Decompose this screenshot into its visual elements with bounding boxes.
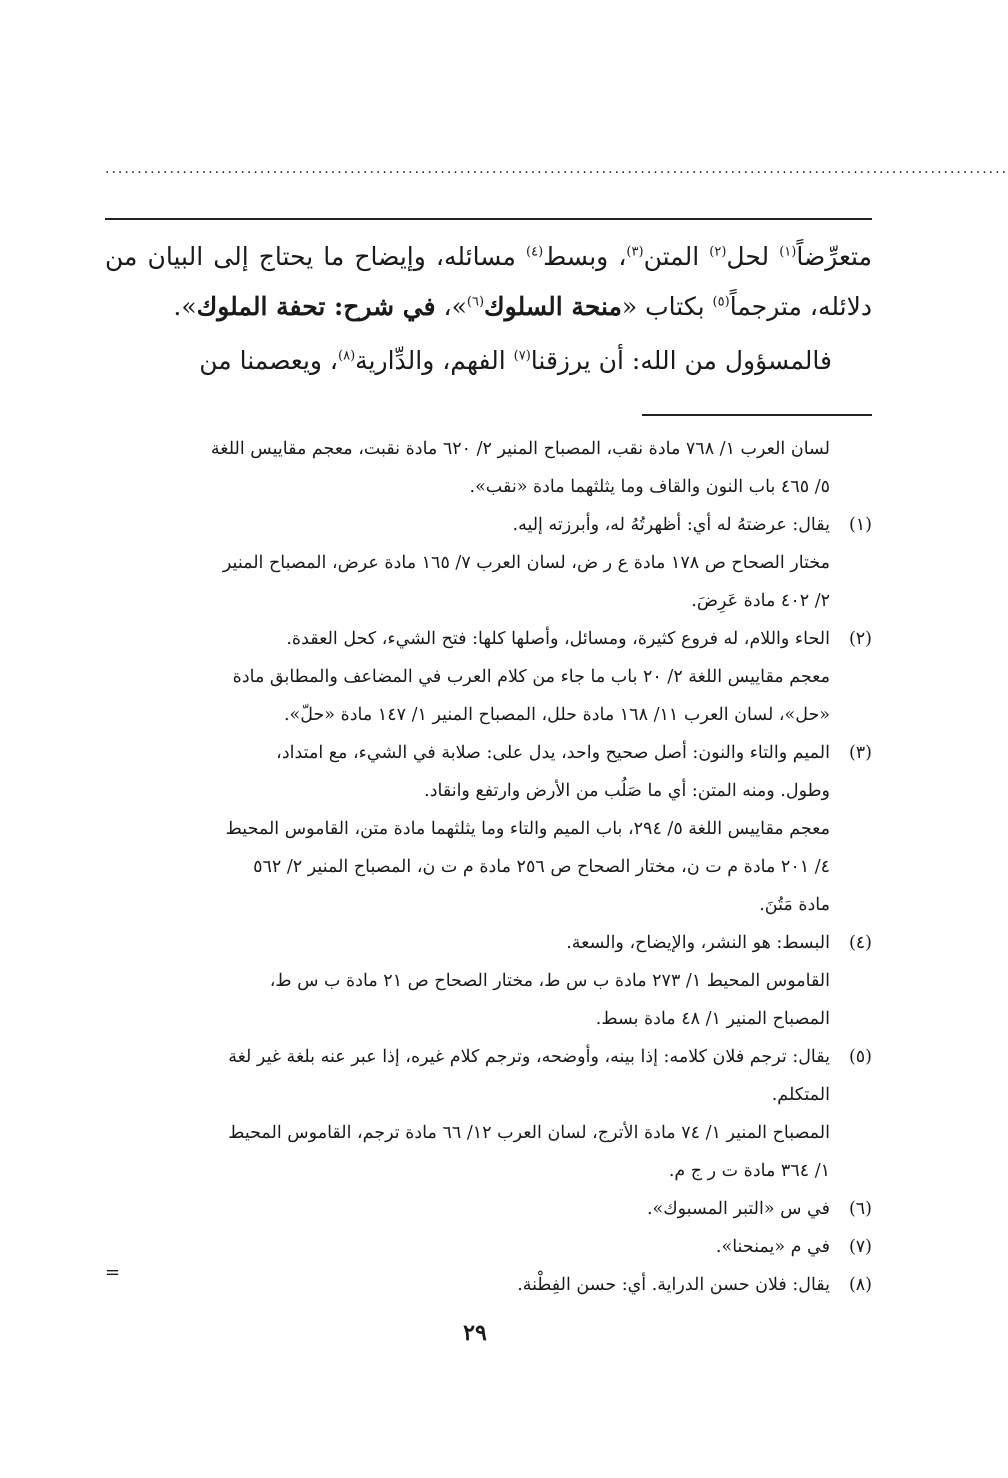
footnote-number: (٦) — [848, 1199, 872, 1219]
footnote-body — [105, 734, 830, 924]
footnote-line: مختار الصحاح ص ١٧٨ مادة ع ر ض، لسان العرب ٧/ ١٦٥ مادة عرض، المصباح المنير — [222, 553, 830, 573]
footnote-body — [105, 1266, 830, 1304]
footnote-4 — [105, 924, 872, 1038]
footnote-line: مادة مَتُنَ. — [759, 895, 830, 915]
main-paragraph-1 — [105, 232, 872, 332]
text-run: ، ويعصمنا من — [199, 346, 339, 375]
footnote-number: (٥) — [848, 1047, 872, 1067]
footnote-body — [105, 1190, 830, 1228]
text-run: بكتاب « — [621, 292, 713, 321]
footnote-ref[interactable]: (٢) — [709, 244, 727, 260]
footnote-ref[interactable]: (٧) — [513, 348, 531, 364]
footnote-2 — [105, 620, 872, 734]
footnote-line: لسان العرب ١/ ٧٦٨ مادة نقب، المصباح المنير ٢/ ٦٢٠ مادة نقبت، معجم مقاييس اللغة — [210, 439, 830, 459]
footnote-body — [105, 620, 830, 734]
footnote-line: ٤/ ٢٠١ مادة م ت ن، مختار الصحاح ص ٢٥٦ مادة م ت ن، المصباح المنير ٢/ ٥٦٢ — [253, 857, 830, 877]
main-paragraph-2 — [105, 336, 872, 386]
page-number: ٢٩ — [463, 1320, 487, 1346]
text-run: لحل — [726, 242, 780, 271]
text-run: متعرِّضاً — [796, 242, 872, 271]
text-run: مسائله، وإيضاح ما يحتاج إلى البيان — [147, 242, 527, 271]
book-title: منحة السلوك — [484, 292, 622, 321]
text-run: المتن — [643, 242, 710, 271]
footnote-line: الميم والتاء والنون: أصل صحيح واحد، يدل على: صلابة في الشيء، مع امتداد، — [276, 743, 830, 763]
footnote-line: وطول. ومنه المتن: أي ما صَلُب من الأرض وارتفع وانقاد. — [424, 781, 830, 801]
text-run: ، وبسط — [543, 242, 627, 271]
footnote-line: المصباح المنير ١/ ٤٨ مادة بسط. — [595, 1009, 830, 1029]
footnote-line: يقال: عرضتهُ له أي: أظهرتُهُ له، وأبرزته إليه. — [512, 515, 830, 535]
footnote-number: (٤) — [848, 933, 872, 953]
footnote-body — [105, 430, 830, 506]
book-title: في شرح: تحفة الملوك — [196, 292, 436, 321]
footnote-continuation — [105, 430, 872, 506]
footnote-6 — [105, 1190, 872, 1228]
footnote-line: المتكلم. — [771, 1085, 830, 1105]
footnote-body — [105, 1228, 830, 1266]
footnotes — [105, 430, 872, 1304]
footnote-line: في م «يمنحنا». — [715, 1237, 830, 1257]
text-run: فالمسؤول من الله: أن يرزقنا — [530, 346, 832, 375]
footnote-line: معجم مقاييس اللغة ٥/ ٢٩٤، باب الميم والتاء وما يثلثهما مادة متن، القاموس المحيط — [225, 819, 830, 839]
footnote-line: القاموس المحيط ١/ ٢٧٣ مادة ب س ط، مختار الصحاح ص ٢١ مادة ب س ط، — [269, 971, 830, 991]
footnote-line: الحاء واللام، له فروع كثيرة، ومسائل، وأصلها كلها: فتح الشيء، كحل العقدة. — [286, 629, 830, 649]
footnote-line: البسط: هو النشر، والإيضاح، والسعة. — [566, 933, 830, 953]
footnote-body — [105, 924, 830, 1038]
footnote-8 — [105, 1266, 872, 1304]
footnote-ref[interactable]: (٥) — [712, 294, 730, 310]
footnote-number: (٣) — [848, 743, 872, 763]
footnote-body — [105, 1038, 830, 1190]
footnote-line: معجم مقاييس اللغة ٢/ ٢٠ باب ما جاء من كلام العرب في المضاعف والمطابق مادة — [232, 667, 830, 687]
text-run: »، — [435, 292, 467, 321]
footnote-line: في س «التبر المسبوك». — [646, 1199, 830, 1219]
footnote-number: (٧) — [848, 1237, 872, 1257]
footnote-line: يقال: فلان حسن الدراية. أي: حسن الفِطْنة. — [517, 1275, 830, 1295]
footnote-number: (٨) — [848, 1275, 872, 1295]
dotted-separator: ............................................................................................................................................ — [105, 161, 1008, 177]
footnote-ref[interactable]: (٣) — [626, 244, 644, 260]
footnote-number: (١) — [848, 515, 872, 535]
footnote-line: يقال: ترجم فلان كلامه: إذا بينه، وأوضحه، وترجم كلام غيره، إذا عبر عنه بلغة غير لغة — [228, 1047, 830, 1067]
footnote-ref[interactable]: (٨) — [338, 348, 356, 364]
footnote-ref[interactable]: (٤) — [526, 244, 544, 260]
continuation-mark: = — [105, 1262, 121, 1283]
footnote-rule — [642, 414, 872, 416]
text-run: ». — [173, 292, 197, 321]
footnote-7 — [105, 1228, 872, 1266]
footnote-number: (٢) — [848, 629, 872, 649]
footnote-line: ٥/ ٤٦٥ باب النون والقاف وما يثلثهما مادة «نقب». — [469, 477, 830, 497]
footnote-line: المصباح المنير ١/ ٧٤ مادة الأترج، لسان العرب ١٢/ ٦٦ مادة ترجم، القاموس المحيط — [228, 1123, 830, 1143]
footnote-line: ١/ ٣٦٤ مادة ت ر ج م. — [668, 1161, 830, 1181]
footnote-3 — [105, 734, 872, 924]
text-run: الفهم، والدِّارية — [355, 346, 514, 375]
footnote-5 — [105, 1038, 872, 1190]
footnote-ref[interactable]: (٦) — [466, 294, 485, 310]
footnote-ref[interactable]: (١) — [779, 244, 797, 260]
footnote-body — [105, 506, 830, 620]
header-rule — [105, 218, 872, 220]
footnote-line: «حل»، لسان العرب ١١/ ١٦٨ مادة حلل، المصباح المنير ١/ ١٤٧ مادة «حلّ». — [283, 705, 830, 725]
footnote-line: ٢/ ٤٠٢ مادة عَرِضَ. — [691, 591, 830, 611]
main-text — [105, 232, 872, 386]
footnote-1 — [105, 506, 872, 620]
text-run: من دلائله، مترجماً — [105, 242, 872, 321]
